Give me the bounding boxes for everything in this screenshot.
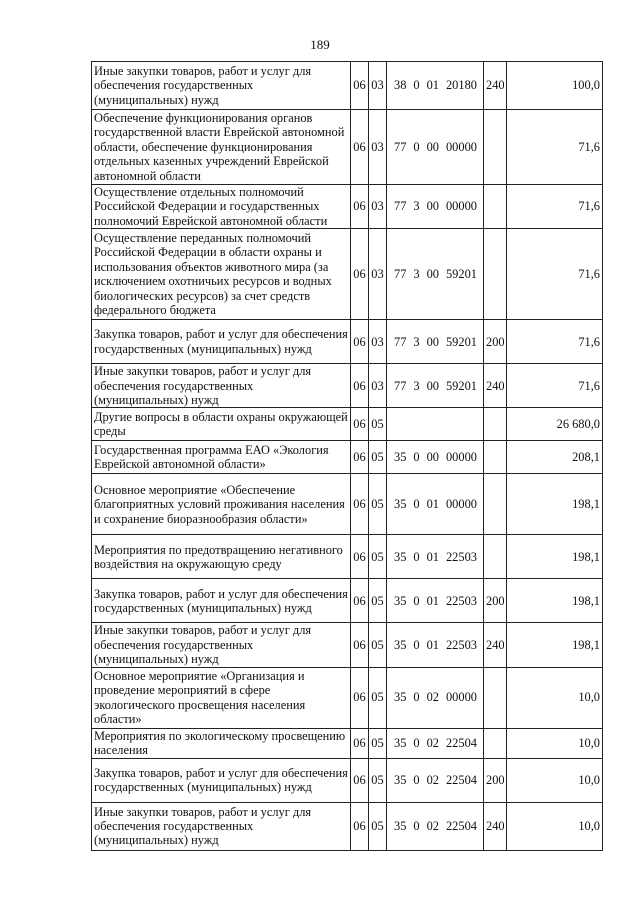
table-row xyxy=(92,229,603,320)
expense-type-cell: 240 xyxy=(484,623,507,667)
subsection-code-cell: 05 xyxy=(369,441,387,474)
direction-code: 59201 xyxy=(445,267,477,282)
direction-code: 22504 xyxy=(445,818,477,833)
direction-code: 00000 xyxy=(445,690,477,705)
expense-type-cell xyxy=(484,728,507,758)
amount-cell: 100,0 xyxy=(507,62,603,110)
section-code-cell: 06 xyxy=(351,185,369,229)
target-article-code xyxy=(389,140,481,154)
budget-table-body xyxy=(92,62,603,851)
subprogram-code: 0 xyxy=(413,772,420,787)
measure-code: 00 xyxy=(426,267,439,282)
expense-name-cell: Мероприятия по предотвращению негативного воздействия на окружающую среду xyxy=(92,535,351,579)
expense-type-cell xyxy=(484,229,507,320)
measure-code: 00 xyxy=(426,334,439,349)
table-row xyxy=(92,441,603,474)
section-code-cell: 06 xyxy=(351,535,369,579)
subsection-code-cell: 05 xyxy=(369,535,387,579)
program-code: 77 xyxy=(394,334,407,349)
target-article-cell xyxy=(387,728,484,758)
program-code: 35 xyxy=(394,549,407,564)
expense-name-cell: Иные закупки товаров, работ и услуг для обеспечения государственных (муниципальных) нужд xyxy=(92,623,351,667)
expense-name-cell: Обеспечение функционирования органов государственной власти Еврейской автономной области, обеспечение функционирования отдельных казенных учреждений Еврейской автономной области xyxy=(92,110,351,185)
subsection-code-cell: 05 xyxy=(369,408,387,441)
subprogram-code: 3 xyxy=(413,334,420,349)
target-article-cell xyxy=(387,185,484,229)
table-row xyxy=(92,62,603,110)
expense-type-cell: 200 xyxy=(484,579,507,623)
target-article-code xyxy=(389,267,481,281)
table-row xyxy=(92,579,603,623)
expense-type-cell: 240 xyxy=(484,62,507,110)
table-row xyxy=(92,474,603,535)
program-code: 35 xyxy=(394,450,407,465)
program-code: 77 xyxy=(394,378,407,393)
expense-type-cell xyxy=(484,408,507,441)
section-code-cell: 06 xyxy=(351,441,369,474)
amount-cell: 71,6 xyxy=(507,229,603,320)
amount-cell: 10,0 xyxy=(507,667,603,728)
measure-code: 01 xyxy=(426,637,439,652)
expense-name-cell: Основное мероприятие «Организация и проведение мероприятий в сфере экологического просвещения населения области» xyxy=(92,667,351,728)
target-article-cell xyxy=(387,110,484,185)
direction-code: 22504 xyxy=(445,735,477,750)
amount-cell: 198,1 xyxy=(507,623,603,667)
measure-code: 00 xyxy=(426,450,439,465)
subprogram-code: 3 xyxy=(413,199,420,214)
direction-code: 59201 xyxy=(445,334,477,349)
expense-type-cell: 200 xyxy=(484,758,507,802)
amount-cell: 10,0 xyxy=(507,802,603,850)
section-code-cell: 06 xyxy=(351,728,369,758)
expense-name-cell: Закупка товаров, работ и услуг для обеспечения государственных (муниципальных) нужд xyxy=(92,579,351,623)
target-article-code xyxy=(389,335,481,349)
amount-cell: 198,1 xyxy=(507,535,603,579)
target-article-cell xyxy=(387,623,484,667)
section-code-cell: 06 xyxy=(351,320,369,364)
table-row xyxy=(92,667,603,728)
target-article-cell xyxy=(387,62,484,110)
amount-cell: 10,0 xyxy=(507,728,603,758)
direction-code: 00000 xyxy=(445,450,477,465)
amount-cell: 71,6 xyxy=(507,110,603,185)
target-article-code xyxy=(389,550,481,564)
subprogram-code: 0 xyxy=(413,78,420,93)
subsection-code-cell: 05 xyxy=(369,474,387,535)
subsection-code-cell: 05 xyxy=(369,623,387,667)
expense-type-cell xyxy=(484,667,507,728)
target-article-code xyxy=(389,379,481,393)
measure-code: 00 xyxy=(426,378,439,393)
amount-cell: 71,6 xyxy=(507,320,603,364)
program-code: 35 xyxy=(394,690,407,705)
target-article-code xyxy=(389,773,481,787)
program-code: 35 xyxy=(394,497,407,512)
subprogram-code: 0 xyxy=(413,637,420,652)
subsection-code-cell: 05 xyxy=(369,579,387,623)
expense-name-cell: Осуществление отдельных полномочий Российской Федерации и государственных полномочий Еврейской автономной области xyxy=(92,185,351,229)
direction-code: 00000 xyxy=(445,199,477,214)
measure-code: 00 xyxy=(426,199,439,214)
target-article-code xyxy=(389,690,481,704)
subprogram-code: 0 xyxy=(413,497,420,512)
budget-table xyxy=(91,61,603,851)
target-article-code xyxy=(389,736,481,750)
expense-type-cell xyxy=(484,110,507,185)
target-article-code xyxy=(389,199,481,213)
table-row xyxy=(92,728,603,758)
target-article-cell xyxy=(387,364,484,408)
expense-type-cell xyxy=(484,441,507,474)
program-code: 77 xyxy=(394,267,407,282)
subprogram-code: 0 xyxy=(413,549,420,564)
measure-code: 00 xyxy=(426,139,439,154)
section-code-cell: 06 xyxy=(351,579,369,623)
measure-code: 01 xyxy=(426,593,439,608)
section-code-cell: 06 xyxy=(351,802,369,850)
target-article-cell xyxy=(387,229,484,320)
program-code: 35 xyxy=(394,735,407,750)
program-code: 77 xyxy=(394,199,407,214)
section-code-cell: 06 xyxy=(351,62,369,110)
section-code-cell: 06 xyxy=(351,474,369,535)
expense-type-cell xyxy=(484,535,507,579)
target-article-cell xyxy=(387,441,484,474)
program-code: 77 xyxy=(394,139,407,154)
amount-cell: 71,6 xyxy=(507,185,603,229)
table-row xyxy=(92,110,603,185)
target-article-cell xyxy=(387,535,484,579)
expense-name-cell: Иные закупки товаров, работ и услуг для обеспечения государственных (муниципальных) нужд xyxy=(92,364,351,408)
target-article-cell xyxy=(387,320,484,364)
section-code-cell: 06 xyxy=(351,229,369,320)
subprogram-code: 0 xyxy=(413,450,420,465)
direction-code: 22503 xyxy=(445,549,477,564)
subsection-code-cell: 03 xyxy=(369,62,387,110)
target-article-code xyxy=(389,638,481,652)
section-code-cell: 06 xyxy=(351,408,369,441)
table-row xyxy=(92,364,603,408)
direction-code: 20180 xyxy=(445,78,477,93)
amount-cell: 71,6 xyxy=(507,364,603,408)
expense-name-cell: Основное мероприятие «Обеспечение благоприятных условий проживания населения и сохранение биоразнообразия области» xyxy=(92,474,351,535)
direction-code: 22504 xyxy=(445,772,477,787)
amount-cell: 198,1 xyxy=(507,579,603,623)
section-code-cell: 06 xyxy=(351,110,369,185)
target-article-cell xyxy=(387,667,484,728)
subsection-code-cell: 05 xyxy=(369,728,387,758)
measure-code: 01 xyxy=(426,549,439,564)
target-article-code xyxy=(389,78,481,92)
target-article-cell xyxy=(387,408,484,441)
subprogram-code: 3 xyxy=(413,378,420,393)
measure-code: 01 xyxy=(426,78,439,93)
amount-cell: 208,1 xyxy=(507,441,603,474)
expense-type-cell: 240 xyxy=(484,802,507,850)
table-row xyxy=(92,320,603,364)
subprogram-code: 0 xyxy=(413,818,420,833)
expense-name-cell: Осуществление переданных полномочий Российской Федерации в области охраны и использования объектов животного мира (за исключением охотничьих ресурсов и водных биологических ресурсов) за счет средств федерального бюджета xyxy=(92,229,351,320)
table-row xyxy=(92,535,603,579)
subsection-code-cell: 05 xyxy=(369,667,387,728)
measure-code: 02 xyxy=(426,735,439,750)
program-code: 38 xyxy=(394,78,407,93)
amount-cell: 198,1 xyxy=(507,474,603,535)
table-row xyxy=(92,408,603,441)
expense-type-cell xyxy=(484,185,507,229)
expense-name-cell: Иные закупки товаров, работ и услуг для обеспечения государственных (муниципальных) нужд xyxy=(92,62,351,110)
page-number: 189 xyxy=(310,37,330,52)
target-article-code xyxy=(389,594,481,608)
subprogram-code: 0 xyxy=(413,735,420,750)
target-article-cell xyxy=(387,802,484,850)
table-row xyxy=(92,802,603,850)
target-article-cell xyxy=(387,474,484,535)
target-article-code xyxy=(389,819,481,833)
program-code: 35 xyxy=(394,593,407,608)
expense-type-cell: 240 xyxy=(484,364,507,408)
expense-name-cell: Закупка товаров, работ и услуг для обеспечения государственных (муниципальных) нужд xyxy=(92,758,351,802)
direction-code: 22503 xyxy=(445,637,477,652)
expense-name-cell: Государственная программа ЕАО «Экология Еврейской автономной области» xyxy=(92,441,351,474)
subsection-code-cell: 03 xyxy=(369,364,387,408)
subsection-code-cell: 03 xyxy=(369,110,387,185)
section-code-cell: 06 xyxy=(351,758,369,802)
section-code-cell: 06 xyxy=(351,623,369,667)
table-row xyxy=(92,185,603,229)
expense-name-cell: Мероприятия по экологическому просвещению населения xyxy=(92,728,351,758)
target-article-code xyxy=(389,497,481,511)
expense-type-cell xyxy=(484,474,507,535)
amount-cell: 26 680,0 xyxy=(507,408,603,441)
table-row xyxy=(92,623,603,667)
section-code-cell: 06 xyxy=(351,364,369,408)
program-code: 35 xyxy=(394,637,407,652)
subsection-code-cell: 05 xyxy=(369,758,387,802)
expense-type-cell: 200 xyxy=(484,320,507,364)
program-code: 35 xyxy=(394,772,407,787)
expense-name-cell: Закупка товаров, работ и услуг для обеспечения государственных (муниципальных) нужд xyxy=(92,320,351,364)
subsection-code-cell: 03 xyxy=(369,229,387,320)
section-code-cell: 06 xyxy=(351,667,369,728)
direction-code: 22503 xyxy=(445,593,477,608)
measure-code: 02 xyxy=(426,772,439,787)
target-article-code xyxy=(389,450,481,464)
measure-code: 01 xyxy=(426,497,439,512)
subprogram-code: 0 xyxy=(413,139,420,154)
target-article-cell xyxy=(387,758,484,802)
measure-code: 02 xyxy=(426,690,439,705)
amount-cell: 10,0 xyxy=(507,758,603,802)
measure-code: 02 xyxy=(426,818,439,833)
expense-name-cell: Другие вопросы в области охраны окружающей среды xyxy=(92,408,351,441)
subsection-code-cell: 05 xyxy=(369,802,387,850)
direction-code: 00000 xyxy=(445,139,477,154)
subprogram-code: 0 xyxy=(413,593,420,608)
program-code: 35 xyxy=(394,818,407,833)
subsection-code-cell: 03 xyxy=(369,320,387,364)
subsection-code-cell: 03 xyxy=(369,185,387,229)
direction-code: 59201 xyxy=(445,378,477,393)
subprogram-code: 3 xyxy=(413,267,420,282)
table-row xyxy=(92,758,603,802)
subprogram-code: 0 xyxy=(413,690,420,705)
direction-code: 00000 xyxy=(445,497,477,512)
target-article-cell xyxy=(387,579,484,623)
expense-name-cell: Иные закупки товаров, работ и услуг для обеспечения государственных (муниципальных) нужд xyxy=(92,802,351,850)
